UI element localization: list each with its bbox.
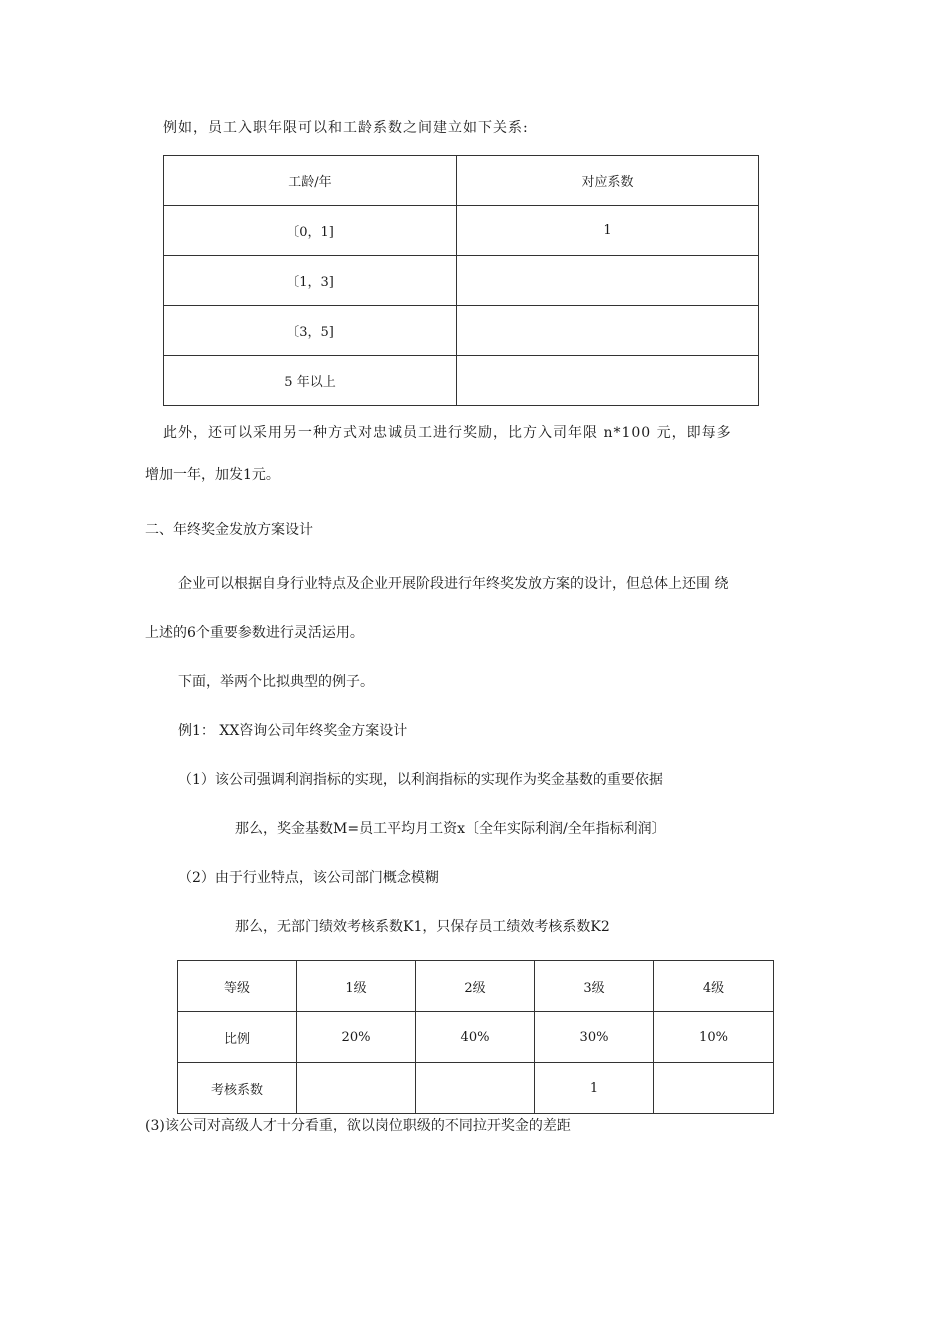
table-cell: 5 年以上	[164, 356, 457, 406]
paragraph: 下面，举两个比拟典型的例子。	[178, 674, 374, 690]
table-cell: 20%	[297, 1012, 416, 1063]
table-cell: 等级	[178, 961, 297, 1012]
table-cell	[457, 356, 759, 406]
detail-text: 那么，无部门绩效考核系数K1，只保存员工绩效考核系数K2	[235, 919, 610, 935]
table-row	[164, 256, 759, 306]
table-cell: 比例	[178, 1012, 297, 1063]
table-cell	[297, 1063, 416, 1114]
table-row	[178, 1012, 774, 1063]
table-cell: 考核系数	[178, 1063, 297, 1114]
table-row	[164, 356, 759, 406]
seniority-coefficient-table	[163, 155, 759, 406]
table-cell	[416, 1063, 535, 1114]
table-row	[178, 1063, 774, 1114]
table-cell: 2级	[416, 961, 535, 1012]
table-row	[164, 306, 759, 356]
paragraph-line: 此外，还可以采用另一种方式对忠诚员工进行奖励，比方入司年限 n*100 元，即每多	[163, 425, 732, 441]
grade-ratio-table	[177, 960, 774, 1114]
formula-text: 那么，奖金基数M=员工平均月工资x〔全年实际利润/全年指标利润〕	[235, 821, 666, 837]
list-item: （1）该公司强调利润指标的实现，以利润指标的实现作为奖金基数的重要依据	[178, 772, 663, 788]
paragraph-line: 增加一年，加发1元。	[145, 467, 280, 483]
paragraph-line: 上述的6个重要参数进行灵活运用。	[145, 625, 364, 641]
list-item: （2）由于行业特点，该公司部门概念模糊	[178, 870, 439, 886]
table-cell: 1	[535, 1063, 654, 1114]
table-cell: 3级	[535, 961, 654, 1012]
table-cell	[457, 306, 759, 356]
list-item: (3)该公司对高级人才十分看重，欲以岗位职级的不同拉开奖金的差距	[145, 1118, 571, 1134]
table-cell: 〔3，5]	[164, 306, 457, 356]
table-row	[178, 961, 774, 1012]
table-row	[164, 206, 759, 256]
table-cell: 40%	[416, 1012, 535, 1063]
table-header-cell: 对应系数	[457, 156, 759, 206]
paragraph-line: 企业可以根据自身行业特点及企业开展阶段进行年终奖发放方案的设计，但总体上还围 绕	[178, 576, 729, 592]
table-cell: 〔0，1]	[164, 206, 457, 256]
intro-text: 例如，员工入职年限可以和工龄系数之间建立如下关系:	[163, 120, 529, 136]
table-cell: 4级	[654, 961, 774, 1012]
example-heading: 例1： XX咨询公司年终奖金方案设计	[178, 723, 408, 739]
table-cell: 〔1，3]	[164, 256, 457, 306]
section-title: 二、年终奖金发放方案设计	[145, 522, 313, 538]
table-header-row	[164, 156, 759, 206]
table-cell: 1级	[297, 961, 416, 1012]
table-cell: 10%	[654, 1012, 774, 1063]
table-cell: 30%	[535, 1012, 654, 1063]
table-cell	[457, 256, 759, 306]
table-cell	[654, 1063, 774, 1114]
table-header-cell: 工龄/年	[164, 156, 457, 206]
table-cell: 1	[457, 206, 759, 256]
